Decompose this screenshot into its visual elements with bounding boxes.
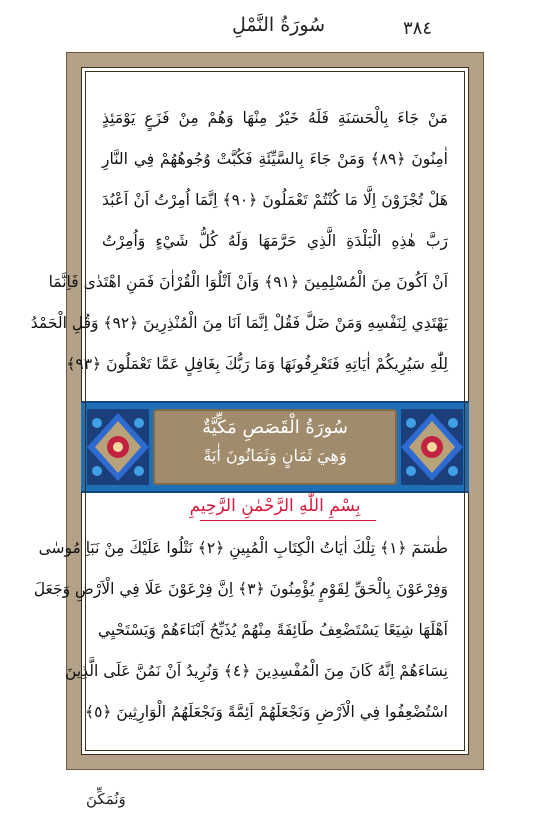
text-area xyxy=(30,67,469,755)
verse-line: لِلّٰهِ سَيُرِيكُمْ اٰيَاتِهِ فَتَعْرِفُونَهَا وَمَا رَبُّكَ بِغَافِلٍ عَمَّا تَعْمَلُونَ ﴿٩٣﴾ xyxy=(66,355,448,373)
verse-line: يَهْتَدِي لِنَفْسِهِ وَمَنْ ضَلَّ فَقُلْ اِنَّمَا اَنَا مِنَ الْمُنْذِرِينَ ﴿٩٢﴾ وَقُلِ الْحَمْدُ xyxy=(30,314,448,332)
floral-ornament-right xyxy=(401,409,463,485)
page-frame xyxy=(30,52,484,770)
running-surah-title: سُورَةُ النَّمْلِ xyxy=(232,14,326,36)
floral-ornament-left xyxy=(87,409,149,485)
text-block-top xyxy=(30,98,448,385)
verse-line: اٰمِنُونَ ﴿٨٩﴾ وَمَنْ جَاءَ بِالسَّيِّئَةِ فَكُبَّتْ وُجُوهُهُمْ فِي النَّارِ xyxy=(102,150,448,168)
page-number: ٣٨٤ xyxy=(402,18,432,39)
catchword: وَنُمَكِّنَ xyxy=(86,790,126,808)
verse-line: نِسَاءَهُمْ اِنَّهُ كَانَ مِنَ الْمُفْسِدِينَ ﴿٤﴾ وَنُرِيدُ اَنْ نَمُنَّ عَلَى الَّذِينَ xyxy=(65,662,448,680)
surah-banner xyxy=(81,401,469,493)
verse-line: اَنْ اَكُونَ مِنَ الْمُسْلِمِينَ ﴿٩١﴾ وَاَنْ اَتْلُوَا الْقُرْاٰنَ فَمَنِ اهْتَدٰى فَاِنَّمَا xyxy=(48,273,448,291)
text-block-bottom xyxy=(33,528,448,733)
basmala-underline xyxy=(200,520,376,521)
surah-name: سُورَةُ الْقَصَصِ مَكِّيَّةٌ xyxy=(202,417,348,438)
verse-line: اَهْلَهَا شِيَعًا يَسْتَضْعِفُ طَائِفَةً مِنْهُمْ يُذَبِّحُ اَبْنَاءَهُمْ وَيَسْتَحْيِي xyxy=(97,621,448,639)
verse-line: طٰسٓمٓ ﴿١﴾ تِلْكَ اٰيَاتُ الْكِتَابِ الْمُبِينِ ﴿٢﴾ نَتْلُوا عَلَيْكَ مِنْ نَبَاِ مُوسٰى xyxy=(38,539,448,557)
verse-line: اسْتُضْعِفُوا فِي الْاَرْضِ وَنَجْعَلَهُمْ اَئِمَّةً وَنَجْعَلَهُمُ الْوَارِثِينَ ﴿٥﴾ xyxy=(85,703,448,721)
verse-line: مَنْ جَاءَ بِالْحَسَنَةِ فَلَهُ خَيْرٌ مِنْهَا وَهُمْ مِنْ فَزَعٍ يَوْمَئِذٍ xyxy=(102,109,448,127)
banner-cartouche xyxy=(153,409,397,485)
verse-line: رَبَّ هٰذِهِ الْبَلْدَةِ الَّذِي حَرَّمَهَا وَلَهُ كُلُّ شَيْءٍ وَاُمِرْتُ xyxy=(102,232,448,250)
verse-line: وَفِرْعَوْنَ بِالْحَقِّ لِقَوْمٍ يُؤْمِنُونَ ﴿٣﴾ اِنَّ فِرْعَوْنَ عَلَا فِي الْاَرْضِ وَجَعَلَ xyxy=(33,580,448,598)
verse-line: هَلْ تُجْزَوْنَ اِلَّا مَا كُنْتُمْ تَعْمَلُونَ ﴿٩٠﴾ اِنَّمَا اُمِرْتُ اَنْ اَعْبُدَ xyxy=(102,191,448,209)
page-header xyxy=(0,14,550,44)
verse-count: وَهِيَ ثَمَانٍ وَثَمَانُونَ اٰيَةً xyxy=(203,446,347,465)
basmala: بِسْمِ اللّٰهِ الرَّحْمٰنِ الرَّحِيمِ xyxy=(189,496,361,516)
